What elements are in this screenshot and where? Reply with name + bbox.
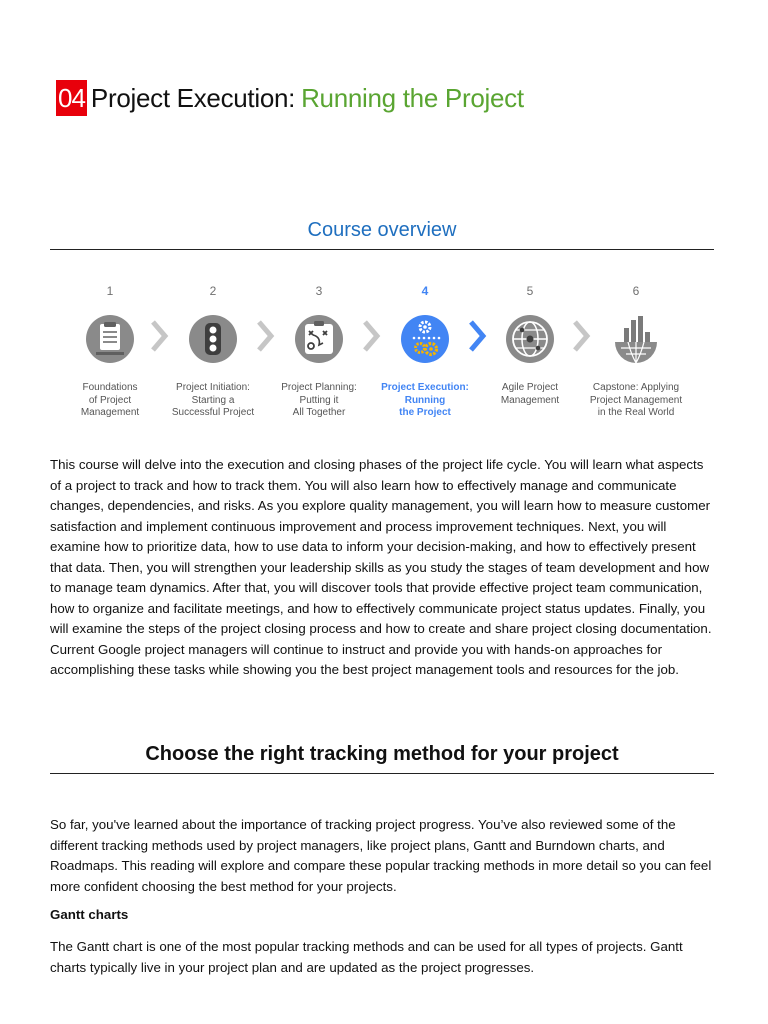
course-step-2: [161, 282, 265, 420]
title-main: Project Execution:: [90, 82, 296, 113]
step-number: 3: [315, 284, 323, 298]
step-label: Foundations of Project Management: [80, 382, 140, 418]
tracking-intro: So far, you've learned about the importance of tracking project progress. You’ve also reviewed some of the different tracking methods used by project managers, like project plans, Gantt and Burndown charts, and Roadmaps. This reading will explore and compare these popular tracking methods in more detail so you can feel more confident choosing the best method for your projects.: [50, 817, 712, 894]
course-overview-heading: Course overview: [307, 219, 457, 241]
step-number: 4: [421, 284, 429, 298]
step-label: Project Execution: Running the Project: [381, 382, 469, 418]
tracking-method-heading: Choose the right tracking method for your project: [145, 743, 619, 765]
step-number: 1: [106, 284, 114, 298]
overview-divider: [50, 249, 714, 250]
gears-icon: [400, 314, 450, 364]
course-step-6: [584, 282, 688, 420]
course-steps: [58, 282, 708, 422]
course-step-1: [58, 282, 162, 420]
step-label: Project Planning: Putting it All Together: [281, 382, 357, 418]
course-description: This course will delve into the execution and closing phases of the project life cycle. You will learn what aspects of a project to track and how to track them. You will also learn how to effectively manage and communicate changes, dependencies, and risks. As you explore quality management, you will learn how to measure customer satisfaction and implement continuous improvement and process improvement techniques. Next, you will examine how to prioritize data, how to use data to inform your decision-making, and how to effectively present that data. Then, you will strengthen your leadership skills as you study the stages of team development and how to manage team dynamics. After that, you will discover tools that provide effective project team communication, how to organize and facilitate meetings, and how to effectively communicate project status updates. Finally, you will examine the steps of the project closing process and how to create and share project closing documentation. Current Google project managers will continue to instruct and provide you with hands-on approaches for accomplishing these tasks while showing you the best project management tools and resources for the job.: [50, 457, 712, 677]
gantt-charts-text: The Gantt chart is one of the most popular tracking methods and can be used for all types of projects. Gantt charts typically live in your project plan and are updated as the project progresses.: [50, 939, 683, 975]
course-step-3: [267, 282, 371, 420]
play-diagram-icon: [294, 314, 344, 364]
traffic-light-icon: [188, 314, 238, 364]
course-step-4: [373, 282, 477, 420]
course-step-5: [478, 282, 582, 407]
title-accent: Running the Project: [301, 82, 524, 113]
step-label: Project Initiation: Starting a Successful Project: [171, 382, 255, 418]
step-number: 2: [209, 284, 217, 298]
tracking-divider: [50, 773, 714, 774]
bar-globe-icon: [611, 314, 661, 364]
page-title: [56, 80, 524, 116]
step-label: Capstone: Applying Project Management in the Real World: [589, 382, 683, 418]
chapter-number-badge: 04: [56, 80, 87, 116]
step-number: 6: [632, 284, 640, 298]
gantt-charts-subheading: Gantt charts: [50, 907, 129, 922]
step-label: Agile Project Management: [500, 382, 560, 406]
clipboard-icon: [85, 314, 135, 364]
globe-network-icon: [505, 314, 555, 364]
step-number: 5: [526, 284, 534, 298]
